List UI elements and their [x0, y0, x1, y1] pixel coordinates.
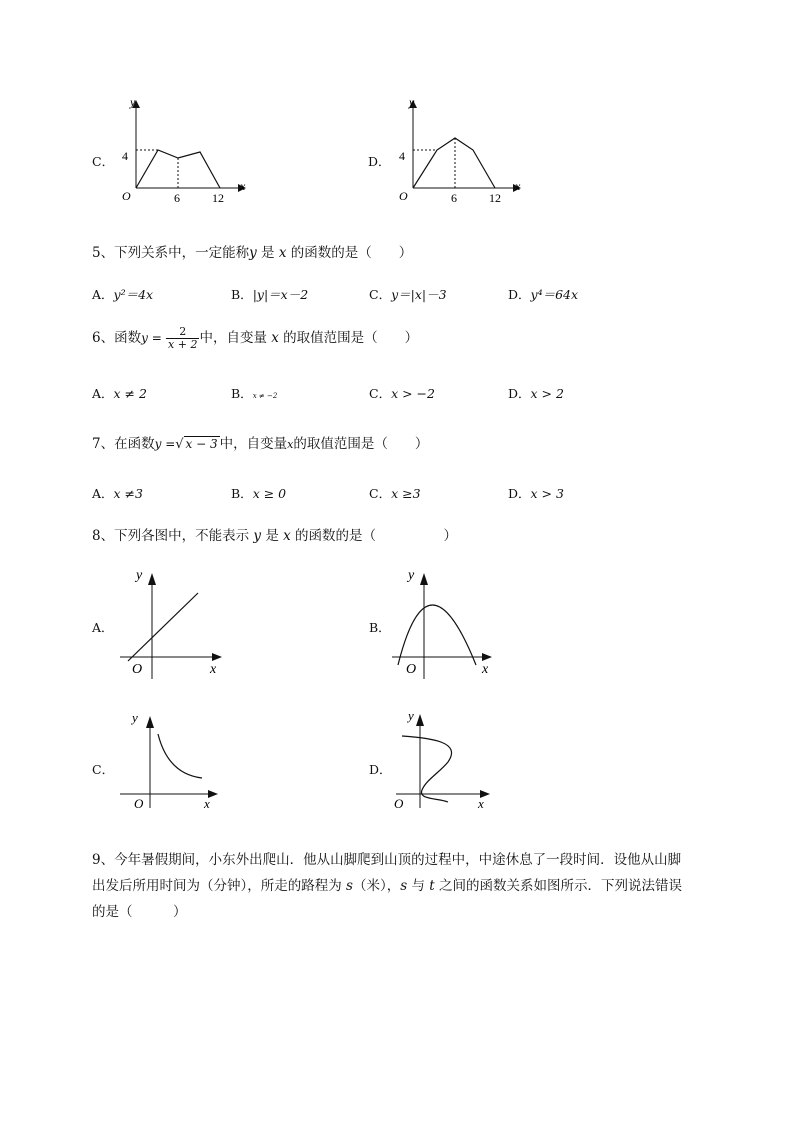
function-curve [413, 138, 495, 188]
q4-option-d-label: D． [368, 154, 391, 169]
q5-stem: 5、下列关系中，一定能称y 是 x 的函数的是（ ） [92, 245, 413, 261]
axis-y-label: y [136, 568, 143, 583]
origin-label: O [399, 189, 408, 203]
s-curve [402, 736, 452, 802]
origin-label: O [134, 796, 144, 811]
q6-option-c[interactable]: C．x > −2 [369, 386, 435, 401]
q8-graph-c [116, 708, 226, 814]
axis-x-label: x [482, 662, 489, 677]
x-axis-arrow [212, 653, 222, 661]
q6-fraction: $\frac{2}{x + 2}$ [168, 325, 198, 351]
axis-x-label: x [478, 796, 484, 811]
q7-stem: 7、在函数y =√ x − 3 中，自变量x的取值范围是（ ） [92, 436, 429, 452]
axis-y-label: y [132, 710, 138, 725]
q5-option-a[interactable]: A．y²＝4x [92, 287, 154, 302]
axis-y-label: y [408, 568, 415, 583]
q8-option-b-label: B． [369, 620, 391, 635]
q6-stem: 6、函数y = $\frac{2}{x + 2}$ 中，自变量 x 的取值范围是（ ） [92, 325, 419, 351]
q8-graph-a [112, 565, 230, 685]
q7-option-b[interactable]: B．x ≥ 0 [231, 486, 287, 501]
x-axis-arrow [482, 653, 492, 661]
q6-option-d[interactable]: D．x > 2 [508, 386, 564, 401]
q7-option-c[interactable]: C．x ≥3 [369, 486, 421, 501]
axis-x-label: x [204, 796, 210, 811]
axis-x-label: x [210, 662, 217, 677]
q7-option-a[interactable]: A．x ≠3 [92, 486, 143, 501]
q4-option-c-label: C． [92, 154, 115, 169]
axis-y-label: y [408, 708, 414, 723]
axis-y-label: y [130, 95, 136, 109]
q5-option-c[interactable]: C．y＝|x|－3 [369, 287, 447, 302]
q9-line-3: 的是（ ） [92, 904, 187, 920]
parabola-curve [398, 605, 476, 665]
q4-graph-c [110, 92, 250, 210]
axis-y-label: y [409, 95, 415, 109]
q6-option-a[interactable]: A．x ≠ 2 [92, 386, 147, 401]
q5-option-d[interactable]: D．y⁴＝64x [508, 287, 579, 302]
y-axis-arrow [148, 573, 156, 585]
q8-graph-b [388, 565, 506, 685]
q5-option-b[interactable]: B．|y|＝x－2 [231, 287, 309, 302]
axis-x-label: x [515, 179, 521, 193]
q8-graph-d [392, 706, 502, 814]
y-axis-arrow [420, 573, 428, 585]
origin-label: O [394, 796, 404, 811]
q7-radicand: x − 3 [185, 437, 218, 451]
q8-option-d-label: D． [369, 762, 392, 777]
y-axis-arrow [416, 714, 424, 726]
tick-label-12: 12 [212, 191, 224, 205]
tick-label-4: 4 [399, 149, 405, 163]
origin-label: O [132, 662, 143, 677]
q8-option-c-label: C． [92, 762, 115, 777]
tick-label-6: 6 [174, 191, 180, 205]
q8-option-a-label: A． [92, 620, 114, 635]
q4-graph-d [387, 92, 527, 210]
origin-label: O [122, 189, 131, 203]
q9-line-1: 9、今年暑假期间，小东外出爬山．他从山脚爬到山顶的过程中，中途休息了一段时间．设他从山脚 [92, 852, 682, 868]
axis-x-label: x [240, 179, 246, 193]
q6-option-b[interactable]: B．x ≠ −2 [231, 386, 278, 401]
origin-label: O [406, 662, 417, 677]
q9-line-2: 出发后所用时间为（分钟），所走的路程为 s（米），s 与 t 之间的函数关系如图所示．下列说法错误 [92, 878, 682, 894]
y-axis-arrow [146, 716, 154, 728]
tick-label-12: 12 [489, 191, 501, 205]
q8-stem: 8、下列各图中，不能表示 y 是 x 的函数的是（ ） [92, 528, 458, 544]
function-line [128, 593, 198, 661]
tick-label-4: 4 [122, 149, 128, 163]
tick-label-6: 6 [451, 191, 457, 205]
hyperbola-curve [158, 734, 202, 778]
q7-option-d[interactable]: D．x > 3 [508, 486, 564, 501]
